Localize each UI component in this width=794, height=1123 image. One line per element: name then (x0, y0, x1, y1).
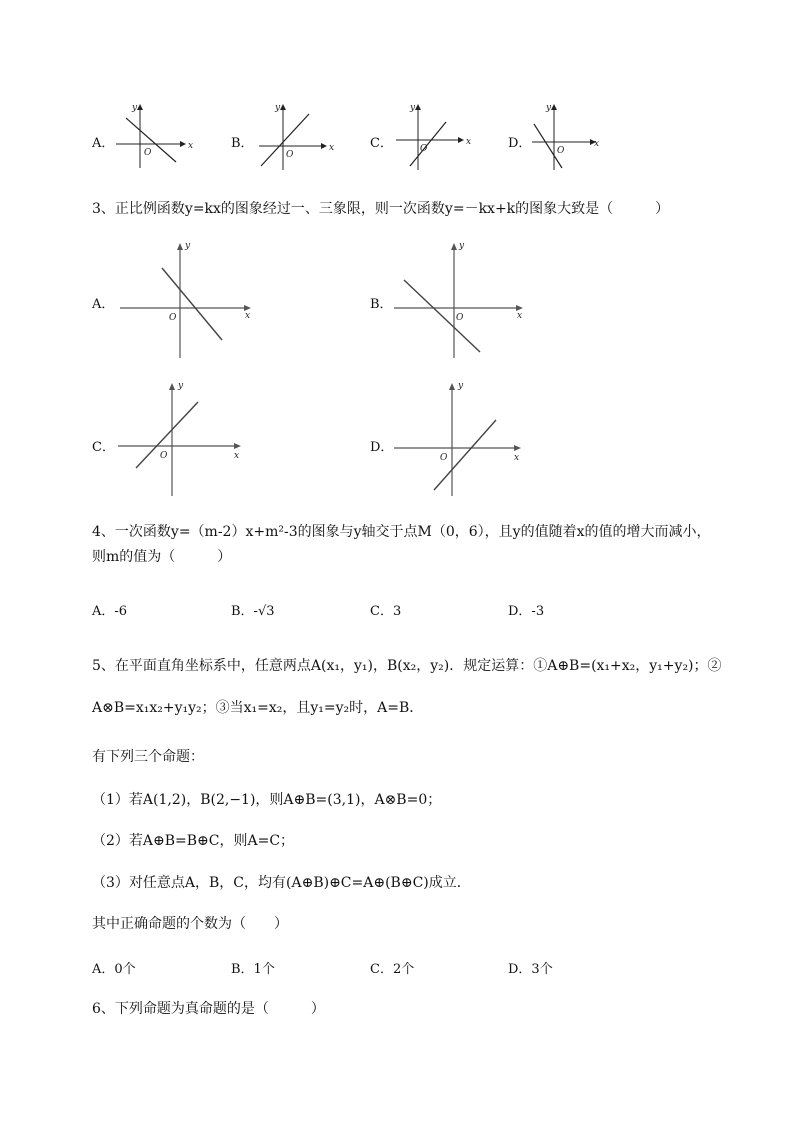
q3-option-d-label[interactable]: D． (370, 440, 394, 455)
q3-option-b-graph (392, 240, 532, 360)
axis-y-label: y (132, 103, 138, 113)
q5-item-3: （3）对任意点A，B，C，均有(A⊕B)⊕C=A⊕(B⊕C)成立． (92, 875, 471, 891)
q5-item-2: （2）若A⊕B=B⊕C，则A=C； (92, 833, 295, 849)
q2-option-d-graph (528, 100, 608, 170)
q5-stem-line1: 5、在平面直角坐标系中，任意两点A(x₁，y₁)，B(x₂，y₂)．规定运算：①A⊕B=(x₁+x₂，y₁+y₂)；② (92, 658, 722, 674)
q3-stem: 3、正比例函数y=kx的图象经过一、三象限，则一次函数y=－kx+k的图象大致是（ ） (92, 201, 670, 217)
q5-question: 其中正确命题的个数为（ ） (92, 916, 288, 932)
origin-label: O (286, 150, 294, 160)
q2-option-a-label[interactable]: A． (92, 136, 115, 151)
origin-label: O (169, 313, 177, 323)
q2-option-d-label[interactable]: D． (508, 136, 532, 151)
q5-option-c[interactable]: C．2个 (370, 962, 415, 977)
q4-stem-line1: 4、一次函数y=（m-2）x+m²-3的图象与y轴交于点M（0，6），且y的值随着x的值的增大而减小， (92, 524, 711, 540)
q2-option-b-label[interactable]: B． (231, 136, 254, 151)
q3-option-c-label[interactable]: C． (92, 440, 115, 455)
axis-x-label: x (329, 143, 335, 153)
q4-option-b[interactable]: B．-√3 (231, 604, 275, 619)
q5-intro: 有下列三个命题： (92, 749, 204, 765)
origin-label: O (557, 146, 565, 156)
axis-x-label: x (594, 139, 600, 149)
axis-x-label: x (234, 451, 240, 461)
axis-x-label: x (188, 141, 194, 151)
q5-stem-line2: A⊗B=x₁x₂+y₁y₂；③当x₁=x₂，且y₁=y₂时，A=B． (92, 700, 424, 716)
origin-label: O (160, 451, 168, 461)
q5-item-1: （1）若A(1,2)，B(2,−1)，则A⊕B=(3,1)，A⊗B=0； (92, 792, 442, 808)
axis-y-label: y (458, 381, 464, 391)
q5-option-b[interactable]: B．1个 (231, 962, 275, 977)
origin-label: O (440, 453, 448, 463)
q4-option-d[interactable]: D．-3 (508, 604, 545, 619)
axis-y-label: y (410, 103, 416, 113)
q2-option-c-graph (392, 100, 472, 170)
q2-option-a-graph (112, 100, 192, 170)
q6-stem: 6、下列命题为真命题的是（ ） (92, 1001, 325, 1017)
q2-option-c-label[interactable]: C． (370, 136, 393, 151)
axis-y-label: y (459, 241, 465, 251)
axis-x-label: x (245, 311, 251, 321)
q3-option-a-graph (118, 240, 258, 360)
q2-option-b-graph (255, 100, 335, 170)
q4-option-a[interactable]: A．-6 (92, 604, 128, 619)
axis-x-label: x (517, 311, 523, 321)
q5-option-d[interactable]: D．3个 (508, 962, 553, 977)
q5-option-a[interactable]: A．0个 (92, 962, 136, 977)
axis-y-label: y (178, 381, 184, 391)
q4-stem-line2: 则m的值为（ ） (92, 549, 232, 565)
axis-y-label: y (185, 241, 191, 251)
q3-option-c-graph (116, 380, 256, 500)
q3-option-d-graph (392, 380, 532, 500)
axis-x-label: x (514, 453, 520, 463)
origin-label: O (420, 144, 428, 154)
origin-label: O (144, 148, 152, 158)
axis-x-label: x (466, 137, 472, 147)
q3-option-a-label[interactable]: A． (92, 297, 115, 312)
axis-y-label: y (546, 103, 552, 113)
q3-option-b-label[interactable]: B． (370, 297, 393, 312)
axis-y-label: y (275, 103, 281, 113)
q4-option-c[interactable]: C．3 (370, 604, 402, 619)
origin-label: O (456, 313, 464, 323)
